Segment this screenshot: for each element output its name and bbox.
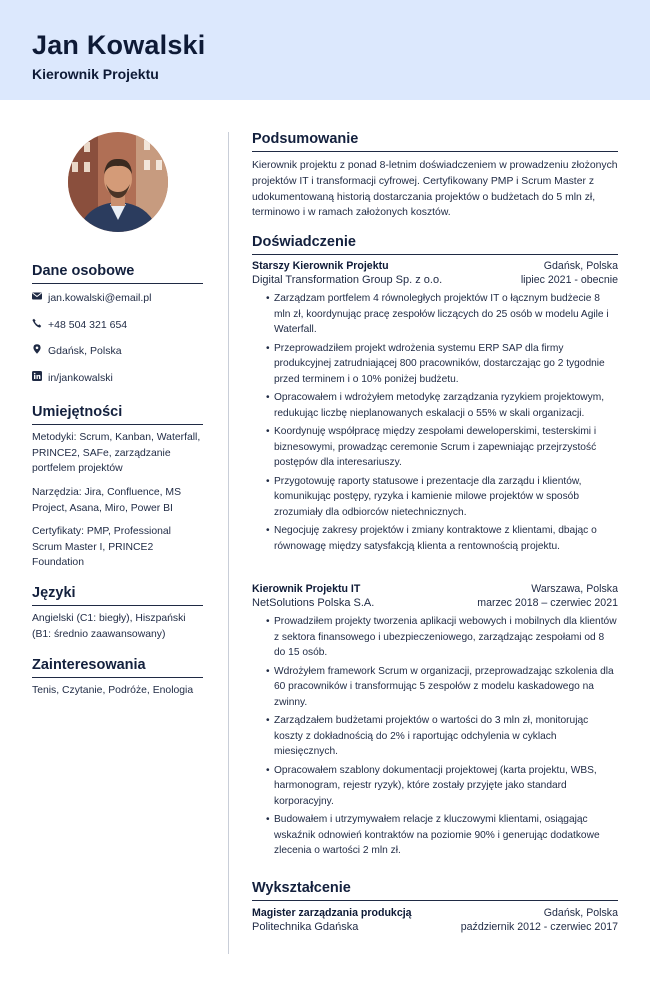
list-item: • Negocjuję zakresy projektów i zmiany kontraktowe z klientami, dbając o równowagę między satysfakcją klienta a rentownością projektu. [268, 523, 618, 554]
job-bullets [252, 291, 618, 554]
education-section [252, 880, 618, 934]
list-item: • Przygotowuję raporty statusowe i prezentacje dla zarządu i klientów, komunikując postępy, ryzyka i kamienie milowe projektów w sposób zrozumiały dla odbiorców nietechnicznych. [268, 474, 618, 521]
contact-linkedin[interactable] [32, 371, 113, 384]
job-company: NetSolutions Polska S.A. [252, 597, 375, 609]
summary-section [252, 131, 618, 221]
job-entry [252, 583, 618, 862]
job-dates: lipiec 2021 - obecnie [520, 274, 618, 286]
job-location: Warszawa, Polska [531, 583, 618, 595]
contact-location [32, 344, 122, 357]
contact-email[interactable] [32, 291, 151, 304]
mail-icon [32, 291, 42, 304]
linkedin-icon [32, 371, 42, 384]
contact-phone-text: +48 504 321 654 [48, 318, 128, 331]
summary-section-title: Podsumowanie [252, 131, 618, 152]
candidate-name: Jan Kowalski [32, 30, 206, 60]
skills-certificates: Certyfikaty: PMP, Professional Scrum Master I, PRINCE2 Foundation [32, 526, 171, 568]
list-item: • Opracowałem szablony dokumentacji projektowej (karta projektu, WBS, harmonogram, rejestr ryzyk), które zostały przyjęte jako standard korporacyjny. [268, 763, 618, 810]
education-school: Politechnika Gdańska [252, 921, 359, 933]
personal-section-title: Dane osobowe [32, 263, 203, 284]
column-divider [228, 132, 229, 954]
job-entry [252, 260, 618, 557]
education-degree: Magister zarządzania produkcją [252, 907, 412, 919]
skills-methodologies: Metodyki: Scrum, Kanban, Waterfall, PRINCE2, SAFe, zarządzanie portfelem projektów [32, 432, 201, 474]
education-location: Gdańsk, Polska [543, 907, 618, 919]
languages-text: Angielski (C1: biegły), Hiszpański (B1: średnio zaawansowany) [32, 613, 186, 640]
education-section-title: Wykształcenie [252, 880, 618, 901]
contact-linkedin-text: in/jankowalski [48, 371, 113, 384]
languages-section-title: Języki [32, 585, 203, 606]
phone-icon [32, 318, 42, 331]
list-item: • Wdrożyłem framework Scrum w organizacji, przeprowadzając szkolenia dla 60 pracowników i transformując 5 zespołów z modelu kaskadowego na zwinny. [268, 664, 618, 711]
list-item: • Zarządzałem budżetami projektów o wartości do 3 mln zł, monitorując koszty z dokładnością do 2% i raportując odchylenia w cyklach miesięcznych. [268, 713, 618, 760]
skills-section-title: Umiejętności [32, 404, 203, 425]
list-item: • Prowadziłem projekty tworzenia aplikacji webowych i mobilnych dla klientów z sektora finansowego i ubezpieczeniowego, zarządzając zespołami od 8 do 15 osób. [268, 614, 618, 661]
candidate-role: Kierownik Projektu [32, 66, 159, 82]
location-icon [32, 344, 42, 357]
job-position: Kierownik Projektu IT [252, 583, 361, 595]
list-item: • Opracowałem i wdrożyłem metodykę zarządzania ryzykiem projektowym, redukując liczbę nieplanowanych eskalacji o 55% w skali organizacji. [268, 390, 618, 421]
job-position: Starszy Kierownik Projektu [252, 260, 389, 272]
experience-section-title: Doświadczenie [252, 234, 618, 255]
interests-section-title: Zainteresowania [32, 657, 203, 678]
list-item: • Budowałem i utrzymywałem relacje z kluczowymi klientami, osiągając wskaźnik odnowień kontraktów na poziomie 90% i generując dodatkowe zlecenia o wartości 2 mln zł. [268, 812, 618, 859]
contact-phone[interactable] [32, 318, 127, 331]
job-bullets [252, 614, 618, 859]
education-dates: październik 2012 - czerwiec 2017 [460, 921, 618, 933]
job-company: Digital Transformation Group Sp. z o.o. [252, 274, 443, 286]
job-dates: marzec 2018 – czerwiec 2021 [477, 597, 618, 609]
contact-location-text: Gdańsk, Polska [48, 344, 122, 357]
summary-text: Kierownik projektu z ponad 8-letnim doświadczeniem w prowadzeniu złożonych projektów IT i transformacji cyfrowej. Certyfikowany PMP i Scrum Master z udokumentowaną historią dostarczania projektów o budżetach do 5 mln zł, terminowo i w ramach założonych kosztów. [252, 160, 618, 219]
list-item: • Przeprowadziłem projekt wdrożenia systemu ERP SAP dla firmy produkcyjnej zatrudniającej 800 pracowników, dostarczając go 2 tygodnie przed terminem i o 10% poniżej budżetu. [268, 341, 618, 388]
profile-photo [68, 132, 168, 232]
skills-tools: Narzędzia: Jira, Confluence, MS Project, Asana, Miro, Power BI [32, 487, 181, 514]
interests-text: Tenis, Czytanie, Podróże, Enologia [32, 685, 194, 696]
contact-email-text: jan.kowalski@email.pl [48, 291, 152, 304]
list-item: • Zarządzam portfelem 4 równoległych projektów IT o łącznym budżecie 8 mln zł, koordynując pracę zespołów liczących do 25 osób w modelu Agile i Waterfall. [268, 291, 618, 338]
experience-section [252, 234, 618, 255]
job-location: Gdańsk, Polska [543, 260, 618, 272]
list-item: • Koordynuję współpracę między zespołami deweloperskimi, testerskimi i biznesowymi, prowadząc ceremonie Scrum i zapewniając przejrzystość postępów dla interesariuszy. [268, 424, 618, 471]
header-banner [0, 0, 650, 100]
